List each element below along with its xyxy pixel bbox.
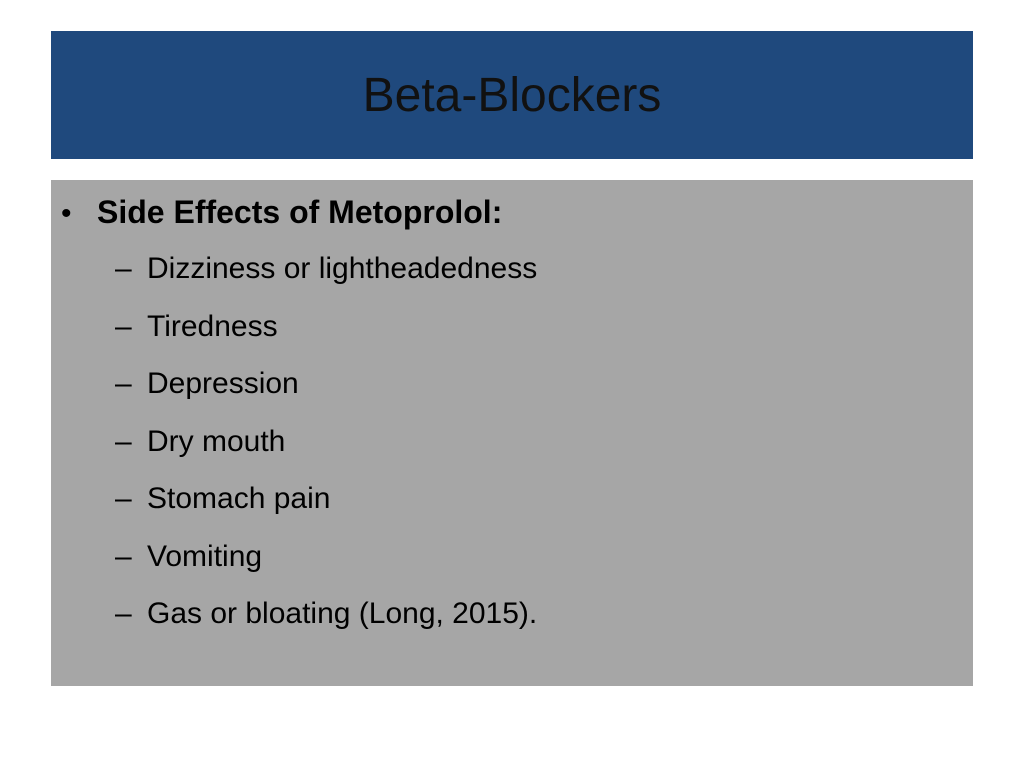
dash-icon: – [115,597,132,630]
dash-icon: – [115,367,132,400]
dash-icon: – [115,424,132,458]
list-item [115,540,537,598]
list-item-text: Tiredness [147,309,278,343]
list-item [115,367,537,425]
main-bullet-text: Side Effects of Metoprolol: [97,194,503,230]
list-item [115,310,537,368]
list-item-text: Vomiting [147,539,263,573]
list-item [115,597,537,655]
dash-icon: – [115,252,132,285]
list-item [115,482,537,540]
dash-icon: – [115,482,132,515]
content-box [51,180,973,686]
title-bar [51,31,973,159]
list-item-text: Stomach pain [147,482,331,515]
dash-icon: – [115,309,132,343]
side-effects-list [115,252,537,655]
dash-icon: – [115,539,132,573]
list-item [115,425,537,483]
list-item-text: Dizziness or lightheadedness [147,252,538,285]
list-item [115,252,537,310]
slide-title: Beta-Blockers [362,68,662,122]
list-item-text: Gas or bloating (Long, 2015). [147,597,538,630]
list-item-text: Dry mouth [147,424,286,458]
main-bullet [61,194,502,231]
bullet-dot-icon: • [61,197,72,230]
list-item-text: Depression [147,367,299,400]
